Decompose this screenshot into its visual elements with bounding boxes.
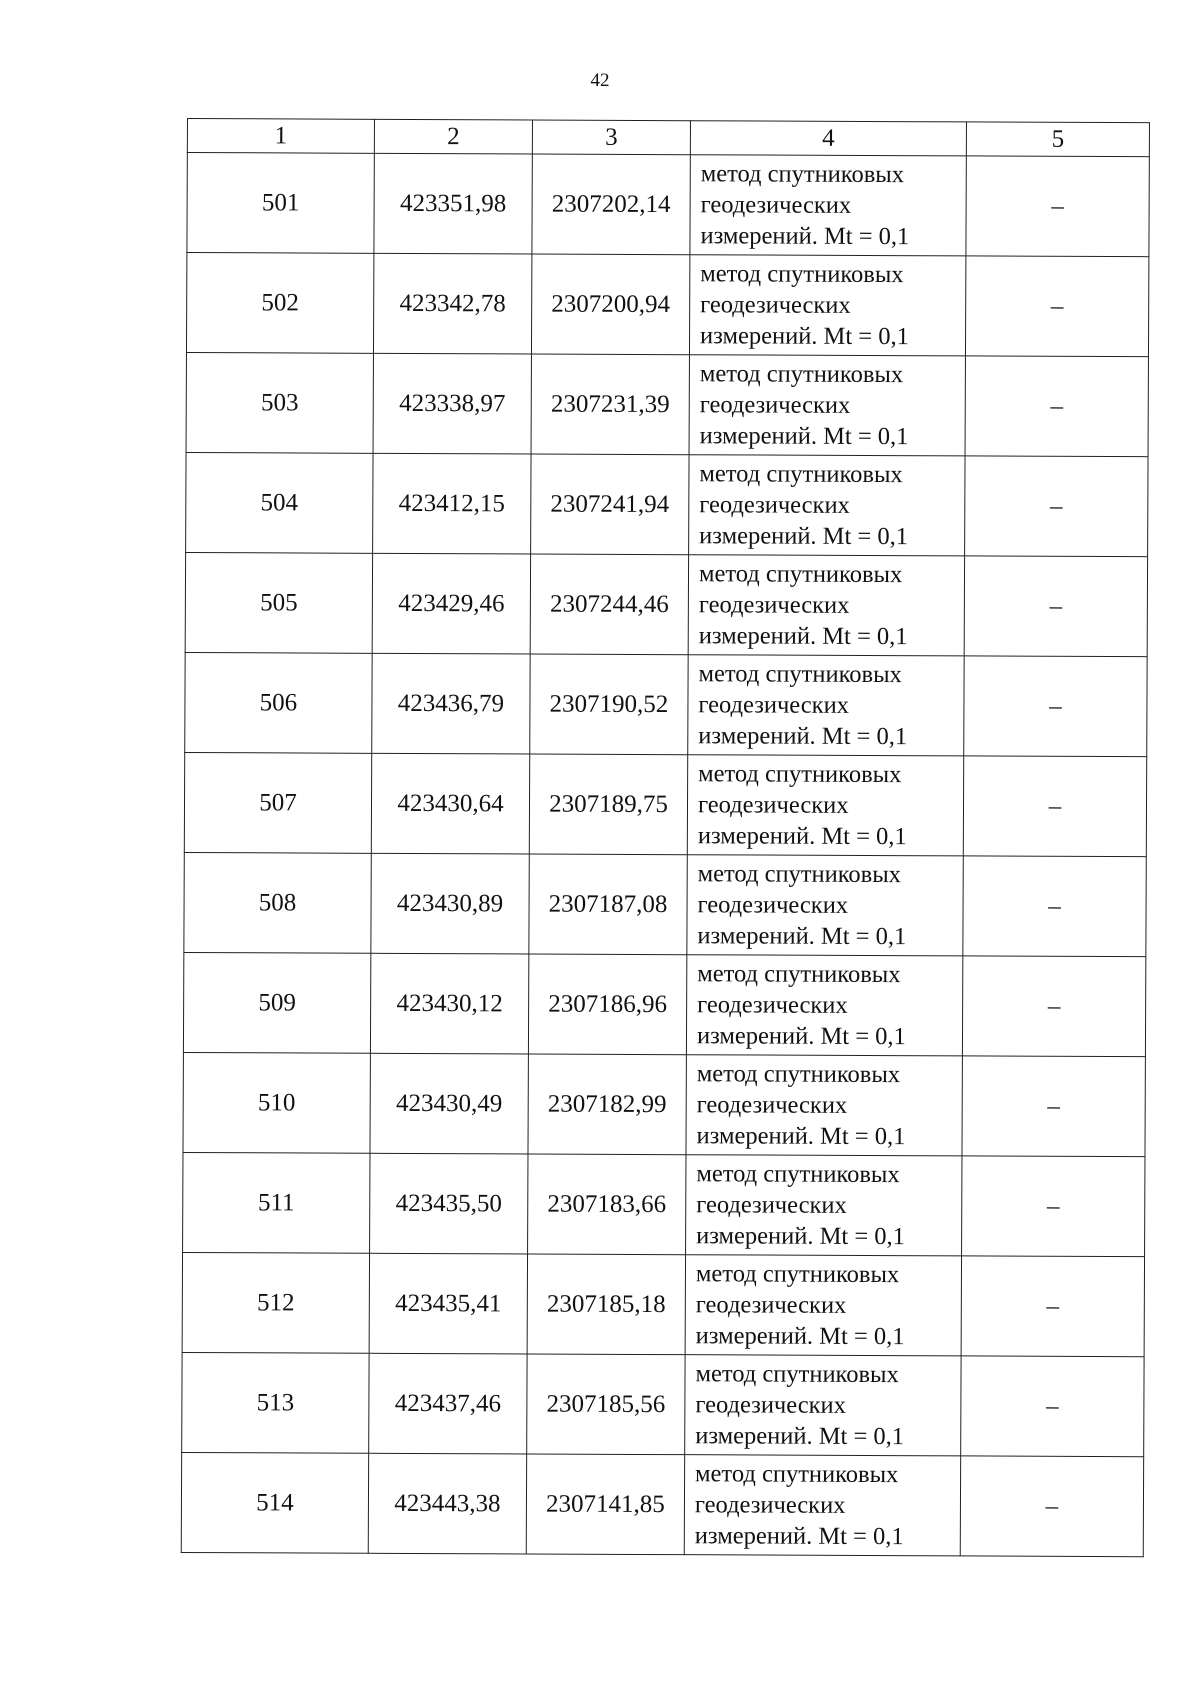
method-line: метод спутниковых — [696, 1060, 901, 1089]
method-cell — [685, 1255, 961, 1356]
method-line: геодезических — [695, 1291, 847, 1319]
method-line: измерений. Mt = 0,1 — [699, 522, 909, 551]
y-coordinate-cell: 2307183,66 — [528, 1154, 686, 1255]
point-number-cell: 509 — [183, 952, 370, 1053]
x-coordinate-cell: 423338,97 — [373, 353, 531, 454]
note-cell: – — [966, 156, 1149, 257]
method-line: измерений. Mt = 0,1 — [697, 822, 907, 851]
note-cell: – — [965, 356, 1148, 457]
table-row — [184, 752, 1146, 856]
method-line: метод спутниковых — [698, 560, 903, 589]
method-line: метод спутниковых — [695, 1260, 900, 1289]
method-line: геодезических — [697, 991, 848, 1019]
x-coordinate-cell: 423443,38 — [368, 1453, 526, 1554]
y-coordinate-cell: 2307241,94 — [531, 454, 689, 555]
method-line: метод спутниковых — [698, 660, 902, 689]
method-line: метод спутниковых — [696, 1160, 900, 1189]
header-col-5: 5 — [966, 122, 1149, 157]
point-number-cell: 501 — [187, 153, 374, 254]
page-number: 42 — [590, 70, 610, 91]
note-cell: – — [963, 756, 1146, 857]
table-row — [182, 1352, 1144, 1456]
table-row — [187, 153, 1149, 257]
table-row — [181, 1452, 1143, 1556]
method-line: метод спутниковых — [695, 1360, 899, 1389]
x-coordinate-cell: 423430,64 — [371, 753, 529, 854]
point-number-cell: 503 — [186, 352, 373, 453]
note-cell: – — [965, 456, 1148, 557]
y-coordinate-cell: 2307200,94 — [531, 254, 689, 355]
x-coordinate-cell: 423430,49 — [370, 1053, 528, 1154]
note-cell: – — [961, 1356, 1144, 1457]
table-row — [186, 452, 1148, 556]
method-cell — [686, 955, 962, 1056]
coordinates-table — [181, 118, 1150, 1557]
method-line: измерений. Mt = 0,1 — [695, 1422, 905, 1451]
method-line: метод спутниковых — [697, 960, 901, 989]
header-col-1: 1 — [187, 119, 374, 154]
method-cell — [689, 255, 965, 356]
point-number-cell: 505 — [185, 552, 372, 653]
table-row — [183, 1152, 1145, 1256]
table-row — [185, 652, 1147, 756]
x-coordinate-cell: 423342,78 — [373, 253, 531, 354]
table-row — [183, 952, 1145, 1056]
x-coordinate-cell: 423435,41 — [369, 1253, 527, 1354]
method-line: метод спутниковых — [697, 860, 902, 889]
method-line: метод спутниковых — [698, 760, 902, 789]
point-number-cell: 508 — [184, 852, 371, 953]
method-line: геодезических — [697, 791, 849, 819]
method-line: измерений. Mt = 0,1 — [694, 1522, 904, 1551]
note-cell: – — [964, 556, 1147, 657]
x-coordinate-cell: 423430,89 — [371, 853, 529, 954]
table-header — [187, 119, 1149, 157]
point-number-cell: 514 — [181, 1452, 368, 1553]
method-cell — [687, 755, 963, 856]
method-line: метод спутниковых — [699, 460, 903, 489]
method-line: метод спутниковых — [699, 360, 904, 389]
method-line: геодезических — [697, 891, 849, 919]
method-line: измерений. Mt = 0,1 — [695, 1322, 905, 1351]
y-coordinate-cell: 2307186,96 — [528, 954, 686, 1055]
method-line: геодезических — [696, 1191, 847, 1219]
point-number-cell: 506 — [185, 652, 372, 753]
point-number-cell: 511 — [183, 1152, 370, 1253]
method-line: геодезических — [695, 1391, 846, 1419]
y-coordinate-cell: 2307185,18 — [527, 1254, 685, 1355]
x-coordinate-cell: 423351,98 — [374, 153, 532, 254]
y-coordinate-cell: 2307185,56 — [527, 1354, 685, 1455]
method-line: геодезических — [699, 391, 851, 419]
method-cell — [687, 855, 963, 956]
method-line: измерений. Mt = 0,1 — [698, 622, 908, 651]
point-number-cell: 510 — [183, 1052, 370, 1153]
method-line: геодезических — [700, 291, 851, 319]
note-cell: – — [964, 656, 1147, 757]
y-coordinate-cell: 2307189,75 — [529, 754, 687, 855]
note-cell: – — [960, 1456, 1143, 1557]
y-coordinate-cell: 2307231,39 — [531, 354, 689, 455]
method-cell — [688, 655, 964, 756]
header-col-4: 4 — [690, 121, 966, 156]
y-coordinate-cell: 2307190,52 — [530, 654, 688, 755]
x-coordinate-cell: 423412,15 — [373, 453, 531, 554]
method-line: геодезических — [699, 491, 850, 519]
method-cell — [685, 1355, 961, 1456]
method-cell — [684, 1455, 960, 1556]
point-number-cell: 504 — [186, 452, 373, 553]
method-line: метод спутниковых — [700, 160, 905, 189]
x-coordinate-cell: 423429,46 — [372, 553, 530, 654]
method-line: измерений. Mt = 0,1 — [696, 1022, 906, 1051]
note-cell: – — [962, 956, 1145, 1057]
point-number-cell: 512 — [182, 1252, 369, 1353]
y-coordinate-cell: 2307182,99 — [528, 1054, 686, 1155]
x-coordinate-cell: 423437,46 — [369, 1353, 527, 1454]
note-cell: – — [962, 1156, 1145, 1257]
table-row — [184, 852, 1146, 956]
method-line: измерений. Mt = 0,1 — [696, 1122, 906, 1151]
table-row — [182, 1252, 1144, 1356]
header-row — [187, 119, 1149, 157]
point-number-cell: 513 — [182, 1352, 369, 1453]
method-line: геодезических — [696, 1091, 848, 1119]
note-cell: – — [962, 1056, 1145, 1157]
method-line: геодезических — [698, 591, 850, 619]
x-coordinate-cell: 423435,50 — [370, 1153, 528, 1254]
method-line: геодезических — [700, 191, 852, 219]
method-cell — [686, 1155, 962, 1256]
method-line: измерений. Mt = 0,1 — [696, 1222, 905, 1251]
point-number-cell: 502 — [186, 253, 373, 354]
header-col-3: 3 — [532, 120, 690, 155]
method-line: метод спутниковых — [700, 260, 904, 289]
method-line: измерений. Mt = 0,1 — [697, 922, 907, 951]
method-cell — [686, 1055, 962, 1156]
method-line: измерений. Mt = 0,1 — [700, 222, 910, 251]
method-line: измерений. Mt = 0,1 — [698, 722, 908, 751]
table-row — [186, 253, 1148, 357]
method-cell — [689, 355, 965, 456]
y-coordinate-cell: 2307244,46 — [530, 554, 688, 655]
point-number-cell: 507 — [184, 752, 371, 853]
table-body — [181, 153, 1149, 1557]
table-row — [183, 1052, 1145, 1156]
method-line: геодезических — [698, 691, 850, 719]
y-coordinate-cell: 2307141,85 — [526, 1454, 684, 1555]
method-cell — [689, 455, 965, 556]
method-cell — [690, 155, 966, 256]
note-cell: – — [965, 256, 1148, 357]
method-line: геодезических — [694, 1491, 846, 1519]
method-cell — [688, 555, 964, 656]
note-cell: – — [963, 856, 1146, 957]
method-line: метод спутниковых — [695, 1460, 899, 1489]
y-coordinate-cell: 2307202,14 — [532, 154, 690, 255]
table-row — [186, 352, 1148, 456]
method-line: измерений. Mt = 0,1 — [699, 422, 909, 451]
x-coordinate-cell: 423436,79 — [372, 653, 530, 754]
header-col-2: 2 — [374, 119, 532, 154]
table-row — [185, 552, 1147, 656]
method-line: измерений. Mt = 0,1 — [699, 322, 909, 351]
note-cell: – — [961, 1256, 1144, 1357]
x-coordinate-cell: 423430,12 — [370, 953, 528, 1054]
y-coordinate-cell: 2307187,08 — [529, 854, 687, 955]
